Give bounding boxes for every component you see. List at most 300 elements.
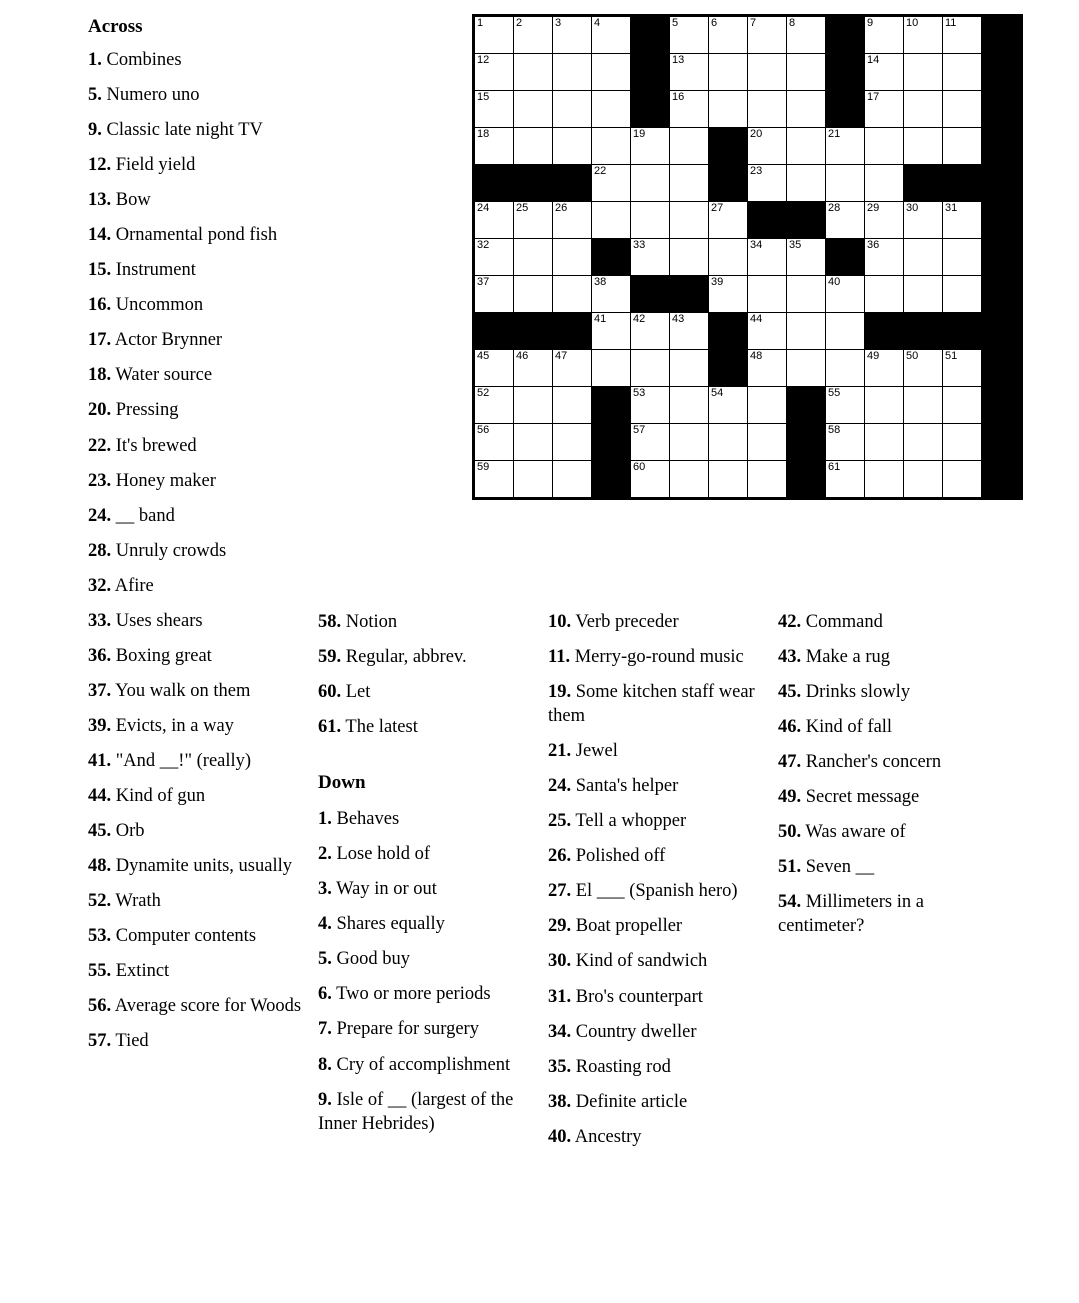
grid-cell-number: 34 (750, 239, 763, 251)
clue-item (88, 854, 328, 878)
grid-cell[interactable] (943, 91, 982, 128)
grid-row (474, 165, 1022, 202)
down-clue-list-1 (318, 807, 533, 1135)
grid-cell-number: 4 (594, 17, 601, 29)
grid-cell[interactable] (670, 387, 709, 424)
grid-cell-block (787, 461, 826, 499)
clue-item (778, 645, 993, 669)
grid-cell-number: 24 (477, 202, 490, 214)
clue-number: 2. (318, 844, 332, 865)
clue-text: Pressing (111, 400, 179, 421)
clue-number: 10. (548, 612, 572, 632)
grid-cell[interactable] (826, 165, 865, 202)
grid-cell[interactable] (943, 424, 982, 461)
clue-number: 51. (778, 857, 802, 878)
clue-number: 32. (88, 575, 112, 596)
grid-cell[interactable] (709, 461, 748, 499)
grid-cell[interactable] (474, 239, 514, 276)
grid-cell-number: 28 (828, 202, 841, 214)
grid-cell[interactable] (631, 239, 670, 276)
grid-cell[interactable] (865, 16, 904, 54)
clue-item (318, 715, 533, 739)
grid-cell[interactable] (865, 461, 904, 499)
clue-text: Millimeters in a centimeter? (778, 892, 924, 937)
grid-row (474, 16, 1022, 54)
clue-text: Field yield (111, 155, 196, 176)
clue-item (88, 644, 328, 668)
grid-cell[interactable] (592, 128, 631, 165)
grid-cell[interactable] (553, 424, 592, 461)
grid-cell[interactable] (943, 387, 982, 424)
clue-item (778, 750, 993, 774)
clue-text: Honey maker (111, 470, 216, 491)
clue-text: Two or more periods (331, 984, 491, 1005)
grid-cell[interactable] (943, 350, 982, 387)
clue-item (548, 774, 766, 798)
clue-text: Some kitchen staff wear them (548, 682, 755, 727)
grid-cell[interactable] (904, 276, 943, 313)
clue-number: 60. (318, 682, 342, 703)
grid-cell-number: 45 (477, 350, 490, 362)
grid-cell[interactable] (748, 387, 787, 424)
grid-cell[interactable] (865, 54, 904, 91)
grid-cell[interactable] (826, 350, 865, 387)
grid-cell[interactable] (553, 350, 592, 387)
clue-item (548, 914, 766, 938)
grid-cell-block (982, 165, 1022, 202)
grid-cell-block (631, 276, 670, 313)
grid-cell[interactable] (474, 424, 514, 461)
grid-cell[interactable] (670, 202, 709, 239)
grid-cell[interactable] (904, 16, 943, 54)
clue-text: Combines (101, 50, 182, 70)
clue-item (88, 539, 328, 563)
grid-cell[interactable] (670, 461, 709, 499)
grid-cell-block (826, 239, 865, 276)
clue-text: Make a rug (801, 647, 890, 668)
grid-cell[interactable] (748, 128, 787, 165)
crossword-grid[interactable] (472, 14, 1023, 500)
grid-cell[interactable] (592, 16, 631, 54)
grid-cell-block (709, 313, 748, 350)
grid-cell-block (514, 165, 553, 202)
clue-number: 17. (88, 330, 112, 351)
grid-cell[interactable] (631, 165, 670, 202)
grid-cell[interactable] (826, 461, 865, 499)
grid-cell[interactable] (592, 202, 631, 239)
clue-text: Numero uno (101, 85, 200, 106)
grid-cell-number: 2 (516, 17, 523, 29)
grid-cell[interactable] (592, 313, 631, 350)
clue-item (548, 739, 766, 763)
grid-cell-number: 36 (867, 239, 880, 251)
clue-text: You walk on them (111, 680, 251, 701)
clue-item (318, 610, 533, 634)
grid-cell[interactable] (748, 16, 787, 54)
grid-cell-block (592, 239, 631, 276)
grid-cell-block (982, 461, 1022, 499)
grid-cell[interactable] (748, 313, 787, 350)
clue-number: 15. (88, 260, 112, 281)
grid-cell[interactable] (709, 276, 748, 313)
grid-cell[interactable] (826, 128, 865, 165)
clue-number: 1. (88, 50, 102, 70)
clue-text: Unruly crowds (111, 540, 227, 561)
clue-item (548, 1020, 766, 1044)
clue-text: Shares equally (331, 914, 445, 935)
grid-cell[interactable] (748, 165, 787, 202)
grid-cell[interactable] (514, 461, 553, 499)
grid-cell-number: 8 (789, 17, 796, 29)
grid-cell[interactable] (553, 461, 592, 499)
grid-cell[interactable] (904, 128, 943, 165)
clue-text: Country dweller (571, 1021, 697, 1042)
grid-cell[interactable] (670, 128, 709, 165)
grid-cell[interactable] (592, 165, 631, 202)
grid-cell[interactable] (865, 91, 904, 128)
clue-number: 11. (548, 647, 571, 668)
grid-cell[interactable] (787, 313, 826, 350)
grid-cell[interactable] (631, 313, 670, 350)
grid-cell[interactable] (474, 387, 514, 424)
clue-item (88, 959, 328, 983)
clue-text: Santa's helper (571, 776, 679, 797)
grid-row (474, 424, 1022, 461)
grid-cell[interactable] (631, 424, 670, 461)
grid-cell-number: 46 (516, 350, 529, 362)
clue-text: It's brewed (111, 435, 197, 456)
grid-cell[interactable] (709, 16, 748, 54)
clue-number: 16. (88, 295, 112, 316)
grid-cell[interactable] (514, 387, 553, 424)
grid-cell[interactable] (553, 54, 592, 91)
grid-cell[interactable] (709, 202, 748, 239)
clue-item (778, 680, 993, 704)
grid-cell[interactable] (865, 387, 904, 424)
grid-cell[interactable] (592, 91, 631, 128)
clue-number: 45. (778, 682, 802, 703)
clue-item (548, 1125, 766, 1149)
clue-text: Rancher's concern (801, 752, 942, 773)
grid-cell-number: 31 (945, 202, 958, 214)
grid-cell[interactable] (904, 239, 943, 276)
grid-cell[interactable] (904, 424, 943, 461)
clue-item (88, 609, 328, 633)
grid-cell[interactable] (553, 128, 592, 165)
grid-cell[interactable] (787, 276, 826, 313)
clue-item (318, 982, 533, 1006)
clue-text: __ band (111, 505, 175, 526)
clue-text: Roasting rod (571, 1056, 671, 1077)
grid-cell[interactable] (787, 350, 826, 387)
clue-item (88, 223, 328, 247)
grid-cell-number: 1 (477, 17, 484, 29)
clue-item (778, 715, 993, 739)
grid-cell[interactable] (514, 128, 553, 165)
grid-cell[interactable] (904, 202, 943, 239)
grid-cell[interactable] (514, 202, 553, 239)
grid-cell[interactable] (709, 91, 748, 128)
grid-cell[interactable] (709, 387, 748, 424)
grid-cell[interactable] (943, 128, 982, 165)
clue-text: Polished off (571, 846, 666, 867)
clue-item (88, 188, 328, 212)
grid-cell[interactable] (631, 350, 670, 387)
clue-number: 1. (318, 809, 332, 830)
grid-cell-block (982, 128, 1022, 165)
clue-number: 36. (88, 645, 112, 666)
grid-cell-number: 10 (906, 17, 919, 29)
grid-cell[interactable] (514, 276, 553, 313)
clue-number: 18. (88, 365, 112, 386)
grid-cell[interactable] (787, 165, 826, 202)
clue-number: 57. (88, 1031, 112, 1052)
grid-cell[interactable] (787, 54, 826, 91)
grid-cell[interactable] (865, 350, 904, 387)
grid-cell-number: 20 (750, 128, 763, 140)
grid-cell[interactable] (592, 54, 631, 91)
grid-cell-number: 60 (633, 461, 646, 473)
grid-cell[interactable] (943, 239, 982, 276)
grid-cell[interactable] (943, 461, 982, 499)
grid-cell-number: 56 (477, 424, 490, 436)
clue-number: 24. (548, 776, 572, 797)
grid-cell[interactable] (474, 461, 514, 499)
grid-cell[interactable] (748, 350, 787, 387)
grid-cell[interactable] (670, 313, 709, 350)
grid-cell[interactable] (514, 424, 553, 461)
across-heading: Across (88, 16, 143, 37)
clue-text: Evicts, in a way (111, 715, 234, 736)
grid-cell[interactable] (826, 313, 865, 350)
grid-cell-number: 58 (828, 424, 841, 436)
grid-cell[interactable] (670, 16, 709, 54)
grid-cell-number: 15 (477, 91, 490, 103)
clue-item (88, 924, 328, 948)
clue-number: 5. (318, 949, 332, 970)
clue-text: Dynamite units, usually (111, 856, 292, 877)
grid-cell[interactable] (904, 91, 943, 128)
clue-number: 24. (88, 505, 112, 526)
clue-text: Bro's counterpart (571, 986, 703, 1007)
clue-column-4 (778, 610, 993, 949)
grid-cell[interactable] (865, 165, 904, 202)
clue-text: Ornamental pond fish (111, 225, 278, 246)
grid-cell-number: 19 (633, 128, 646, 140)
clue-item (318, 947, 533, 971)
grid-cell[interactable] (670, 91, 709, 128)
grid-cell[interactable] (826, 387, 865, 424)
grid-cell[interactable] (748, 424, 787, 461)
grid-cell-number: 5 (672, 17, 679, 29)
grid-cell[interactable] (553, 276, 592, 313)
grid-cell[interactable] (787, 91, 826, 128)
clue-number: 44. (88, 785, 112, 806)
grid-cell-block (592, 424, 631, 461)
grid-cell[interactable] (670, 165, 709, 202)
clue-text: Jewel (571, 741, 618, 762)
grid-cell-block (982, 202, 1022, 239)
clue-item (88, 469, 328, 493)
clue-item (88, 504, 328, 528)
grid-cell[interactable] (865, 276, 904, 313)
grid-cell-number: 61 (828, 461, 841, 473)
grid-cell[interactable] (631, 387, 670, 424)
grid-cell[interactable] (787, 128, 826, 165)
grid-cell-number: 13 (672, 54, 685, 66)
grid-cell[interactable] (514, 54, 553, 91)
clue-number: 28. (88, 540, 112, 561)
grid-cell[interactable] (553, 91, 592, 128)
grid-cell[interactable] (826, 424, 865, 461)
clue-number: 40. (548, 1126, 572, 1147)
clue-item (318, 1053, 533, 1077)
grid-cell-block (982, 239, 1022, 276)
grid-cell[interactable] (474, 91, 514, 128)
grid-cell[interactable] (748, 91, 787, 128)
grid-cell-block (982, 54, 1022, 91)
grid-cell-block (982, 350, 1022, 387)
grid-cell-number: 12 (477, 54, 490, 66)
grid-cell-number: 27 (711, 202, 724, 214)
grid-row (474, 239, 1022, 276)
grid-cell[interactable] (943, 276, 982, 313)
clue-text: Orb (111, 821, 145, 842)
grid-row (474, 350, 1022, 387)
clue-text: Uncommon (111, 295, 204, 316)
clue-number: 38. (548, 1091, 572, 1112)
grid-cell[interactable] (514, 16, 553, 54)
grid-cell[interactable] (826, 202, 865, 239)
grid-cell[interactable] (904, 54, 943, 91)
grid-cell[interactable] (631, 202, 670, 239)
grid-cell[interactable] (553, 387, 592, 424)
clue-number: 58. (318, 612, 342, 632)
grid-cell[interactable] (865, 424, 904, 461)
grid-cell-number: 14 (867, 54, 880, 66)
grid-cell[interactable] (553, 239, 592, 276)
grid-cell-block (474, 313, 514, 350)
clue-number: 52. (88, 891, 112, 912)
grid-cell[interactable] (748, 54, 787, 91)
grid-cell[interactable] (474, 276, 514, 313)
grid-cell[interactable] (748, 461, 787, 499)
grid-cell-number: 6 (711, 17, 718, 29)
grid-cell[interactable] (474, 16, 514, 54)
grid-cell[interactable] (787, 239, 826, 276)
grid-cell[interactable] (709, 239, 748, 276)
grid-cell[interactable] (904, 461, 943, 499)
grid-cell[interactable] (904, 387, 943, 424)
clue-item (548, 1055, 766, 1079)
grid-cell[interactable] (865, 128, 904, 165)
clue-item (548, 610, 766, 634)
grid-cell[interactable] (670, 424, 709, 461)
grid-cell-number: 29 (867, 202, 880, 214)
clue-number: 23. (88, 470, 112, 491)
grid-cell[interactable] (943, 54, 982, 91)
grid-cell[interactable] (865, 202, 904, 239)
grid-cell[interactable] (514, 239, 553, 276)
clue-text: Bow (111, 190, 151, 211)
grid-cell[interactable] (631, 128, 670, 165)
grid-cell[interactable] (709, 424, 748, 461)
clue-item (88, 118, 328, 142)
grid-cell[interactable] (474, 202, 514, 239)
grid-row (474, 202, 1022, 239)
clue-text: Uses shears (111, 610, 203, 631)
grid-cell[interactable] (553, 202, 592, 239)
clue-text: The latest (341, 717, 418, 738)
grid-row (474, 313, 1022, 350)
clue-number: 54. (778, 892, 802, 913)
clue-item (88, 398, 328, 422)
grid-cell[interactable] (670, 54, 709, 91)
clue-item (548, 809, 766, 833)
clue-text: Seven __ (801, 857, 875, 878)
crossword-table[interactable] (472, 14, 1023, 500)
grid-cell[interactable] (670, 350, 709, 387)
grid-cell[interactable] (943, 202, 982, 239)
grid-cell[interactable] (670, 239, 709, 276)
clue-number: 31. (548, 986, 572, 1007)
grid-cell-block (631, 54, 670, 91)
grid-cell-number: 49 (867, 350, 880, 362)
clue-item (88, 48, 328, 72)
grid-cell[interactable] (826, 276, 865, 313)
clue-text: Verb preceder (571, 612, 679, 632)
grid-cell[interactable] (474, 128, 514, 165)
grid-cell[interactable] (748, 239, 787, 276)
across-clue-list-2 (318, 610, 533, 739)
clue-number: 49. (778, 787, 802, 808)
clue-item (88, 83, 328, 107)
grid-cell[interactable] (514, 91, 553, 128)
grid-cell[interactable] (514, 350, 553, 387)
clue-item (778, 785, 993, 809)
grid-cell-number: 30 (906, 202, 919, 214)
clue-text: El ___ (Spanish hero) (571, 881, 738, 902)
grid-cell[interactable] (553, 16, 592, 54)
grid-cell[interactable] (474, 54, 514, 91)
grid-cell[interactable] (943, 16, 982, 54)
clue-text: Extinct (111, 961, 170, 982)
grid-cell[interactable] (787, 16, 826, 54)
grid-cell[interactable] (592, 276, 631, 313)
clue-number: 34. (548, 1021, 572, 1042)
grid-cell[interactable] (709, 54, 748, 91)
clue-number: 47. (778, 752, 802, 773)
clue-number: 9. (318, 1089, 332, 1110)
grid-cell[interactable] (904, 350, 943, 387)
grid-cell-number: 54 (711, 387, 724, 399)
grid-cell[interactable] (865, 239, 904, 276)
grid-cell[interactable] (631, 461, 670, 499)
grid-cell-block (709, 350, 748, 387)
clue-item (318, 645, 533, 669)
grid-cell[interactable] (748, 276, 787, 313)
clue-number: 6. (318, 984, 332, 1005)
grid-cell[interactable] (474, 350, 514, 387)
clue-item (88, 749, 328, 773)
clue-text: Command (801, 612, 883, 632)
clue-text: Average score for Woods (111, 996, 302, 1017)
grid-cell-block (982, 313, 1022, 350)
grid-cell-block (631, 16, 670, 54)
grid-cell[interactable] (592, 350, 631, 387)
clue-text: Merry-go-round music (570, 647, 744, 668)
grid-cell-number: 52 (477, 387, 490, 399)
